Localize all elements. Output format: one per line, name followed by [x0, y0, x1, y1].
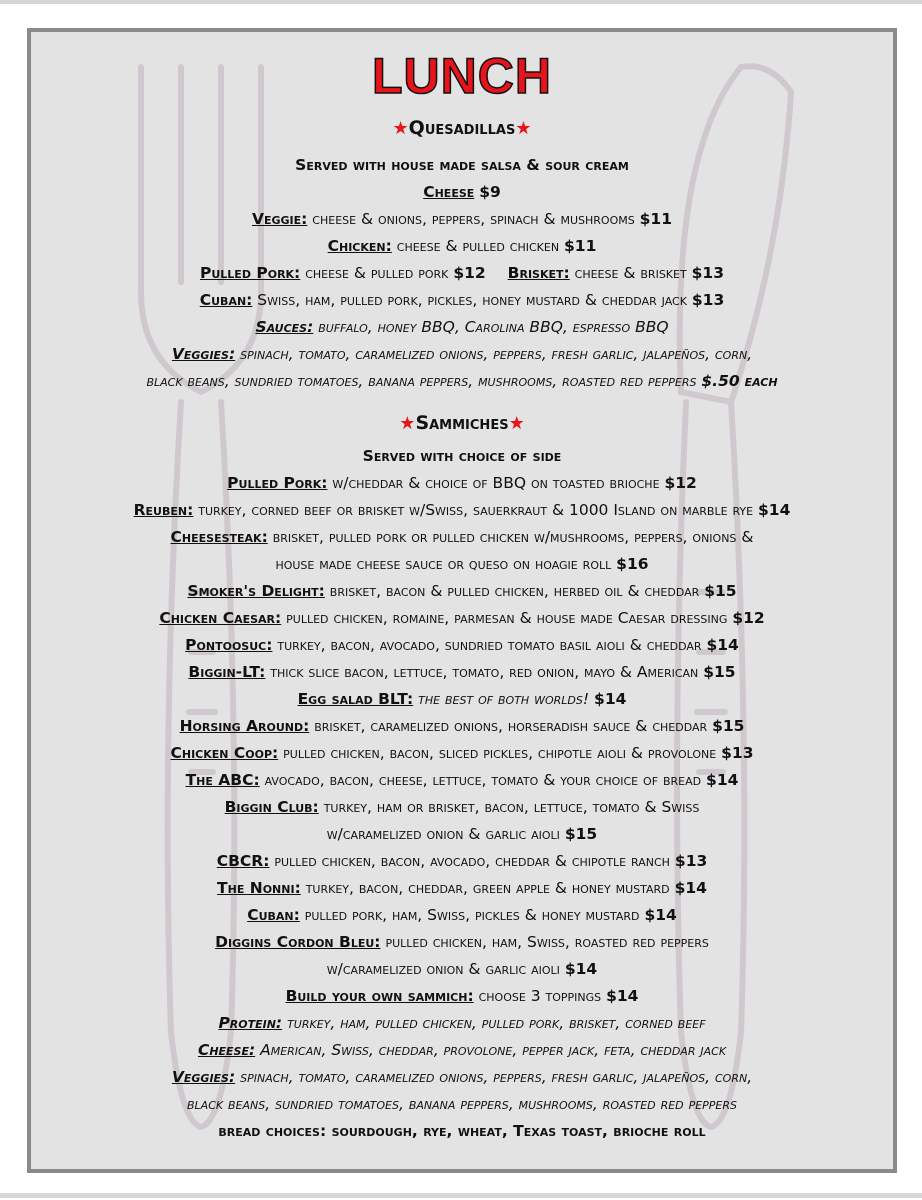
item-price: $13 — [691, 264, 724, 282]
item-desc: turkey, ham, pulled chicken, pulled pork, brisket, corned beef — [287, 1014, 706, 1032]
item-price: $12 — [732, 609, 765, 627]
item-price: $12 — [453, 264, 486, 282]
menu-panel — [27, 28, 897, 1173]
item-name: Veggies: — [171, 345, 236, 363]
price-unit: each — [744, 372, 778, 390]
item-desc: choose 3 toppings — [478, 987, 602, 1005]
item-desc: pulled chicken, romaine, parmesan & house made Caesar dressing — [286, 609, 728, 627]
item-name: Cheese: — [197, 1041, 256, 1059]
sauces-list — [31, 317, 893, 337]
item-price: $14 — [674, 879, 707, 897]
item-desc: black beans, sundried tomatoes, banana peppers, mushrooms, roasted red peppers — [187, 1095, 737, 1113]
item-price: $14 — [706, 771, 739, 789]
item-name: Chicken Coop: — [170, 744, 279, 762]
protein-list — [31, 1013, 893, 1033]
item-name: Protein: — [218, 1014, 283, 1032]
item-desc: cheese & pulled pork — [305, 264, 449, 282]
item-price: $14 — [594, 690, 627, 708]
item-desc: w/caramelized onion & garlic aioli — [326, 960, 560, 978]
item-price: $.50 — [701, 372, 740, 390]
item-name: Chicken: — [327, 237, 392, 255]
menu-item-pontoosuc — [31, 635, 893, 655]
item-price: $11 — [564, 237, 597, 255]
served-note: Served with choice of side — [362, 447, 562, 465]
item-name: Biggin-LT: — [188, 663, 266, 681]
star-icon: ★ — [515, 118, 532, 139]
item-name: The Nonni: — [217, 879, 301, 897]
item-price: $14 — [758, 501, 791, 519]
item-desc: buffalo, honey BBQ, Carolina BBQ, espresso BBQ — [318, 318, 669, 336]
section-heading-quesadillas — [31, 118, 893, 139]
item-name: Cheesesteak: — [170, 528, 268, 546]
item-name: Reuben: — [133, 501, 194, 519]
menu-title: LUNCH — [372, 48, 552, 104]
item-price: $13 — [674, 852, 708, 870]
menu-item-biggin-lt — [31, 662, 893, 682]
menu-item-pulled-pork — [31, 473, 893, 493]
section-heading-sammiches — [31, 413, 893, 434]
item-price: $12 — [664, 474, 697, 492]
item-name: Pulled Pork: — [200, 264, 301, 282]
item-desc: Swiss, ham, pulled pork, pickles, honey mustard & cheddar jack — [257, 291, 687, 309]
item-price: $16 — [616, 555, 649, 573]
item-name: Veggie: — [251, 210, 308, 228]
item-desc: turkey, ham or brisket, bacon, lettuce, tomato & Swiss — [323, 798, 700, 816]
menu-item-cheese-quesadilla — [31, 182, 893, 202]
menu-item-smokers-delight — [31, 581, 893, 601]
menu-item-horsing-around — [31, 716, 893, 736]
menu-item-chicken-coop — [31, 743, 893, 763]
item-name: Brisket: — [507, 264, 570, 282]
item-name: Cheese — [423, 183, 475, 201]
item-price: $13 — [691, 291, 725, 309]
item-desc: pulled chicken, bacon, sliced pickles, chipotle aioli & provolone — [283, 744, 717, 762]
veggies-list — [31, 344, 893, 364]
menu-item-chicken-quesadilla — [31, 236, 893, 256]
menu-item-cheesesteak — [31, 527, 893, 547]
sammich-veggies-list-cont — [31, 1094, 893, 1114]
item-name: The ABC: — [185, 771, 260, 789]
item-desc: house made cheese sauce or queso on hoagie roll — [275, 555, 612, 573]
item-desc: black beans, sundried tomatoes, banana peppers, mushrooms, roasted red peppers — [146, 372, 697, 390]
menu-item-veggie-quesadilla — [31, 209, 893, 229]
item-name: Pulled Pork: — [227, 474, 328, 492]
menu-item-the-nonni — [31, 878, 893, 898]
menu-item-cheesesteak-cont — [31, 554, 893, 574]
menu-item-cbcr — [31, 851, 893, 871]
star-icon: ★ — [399, 413, 416, 434]
veggies-list-cont — [31, 371, 893, 391]
item-desc: avocado, bacon, cheese, lettuce, tomato & your choice of bread — [264, 771, 702, 789]
item-desc: cheese & pulled chicken — [396, 237, 560, 255]
item-desc: the best of both worlds! — [418, 690, 590, 708]
item-desc: thick slice bacon, lettuce, tomato, red onion, mayo & American — [270, 663, 699, 681]
item-name: Egg salad BLT: — [297, 690, 414, 708]
star-icon: ★ — [392, 118, 409, 139]
item-desc: pulled pork, ham, Swiss, pickles & honey mustard — [304, 906, 640, 924]
item-desc: turkey, bacon, avocado, sundried tomato basil aioli & cheddar — [277, 636, 702, 654]
item-desc: brisket, pulled pork or pulled chicken w/mushrooms, peppers, onions & — [272, 528, 754, 546]
cheese-list — [31, 1040, 893, 1060]
menu-item-pork-brisket-quesadilla — [31, 263, 893, 283]
item-price: $11 — [639, 210, 672, 228]
item-name: Veggies: — [171, 1068, 236, 1086]
item-desc: pulled chicken, ham, Swiss, roasted red peppers — [385, 933, 709, 951]
item-desc: spinach, tomato, caramelized onions, peppers, fresh garlic, jalapeños, corn, — [240, 345, 753, 363]
item-price: $15 — [712, 717, 745, 735]
menu-item-chicken-caesar — [31, 608, 893, 628]
top-rule — [0, 0, 922, 4]
item-desc: brisket, bacon & pulled chicken, herbed oil & cheddar — [329, 582, 700, 600]
star-icon: ★ — [508, 413, 525, 434]
menu-item-the-abc — [31, 770, 893, 790]
item-price: $15 — [704, 582, 737, 600]
menu-item-cuban-quesadilla — [31, 290, 893, 310]
item-desc: American, Swiss, cheddar, provolone, pepper jack, feta, cheddar jack — [260, 1041, 727, 1059]
item-desc: pulled chicken, bacon, avocado, cheddar & chipotle ranch — [274, 852, 670, 870]
bread-choices: bread choices: sourdough, rye, wheat, Texas toast, brioche roll — [218, 1122, 706, 1140]
item-name: Smoker's Delight: — [187, 582, 325, 600]
item-name: Sauces: — [255, 318, 314, 336]
item-name: Diggins Cordon Bleu: — [215, 933, 381, 951]
served-note: Served with house made salsa & sour cream — [295, 156, 629, 174]
item-price: $15 — [564, 825, 598, 843]
item-price: $13 — [721, 744, 754, 762]
item-price: $15 — [703, 663, 736, 681]
item-name: CBCR: — [216, 852, 270, 870]
item-desc: w/caramelized onion & garlic aioli — [326, 825, 560, 843]
section-title: Sammiches — [415, 412, 509, 434]
menu-item-biggin-club — [31, 797, 893, 817]
item-desc: brisket, caramelized onions, horseradish sauce & cheddar — [314, 717, 708, 735]
menu-item-build-your-own — [31, 986, 893, 1006]
menu-item-egg-salad-blt — [31, 689, 893, 709]
item-name: Biggin Club: — [224, 798, 319, 816]
item-name: Cuban: — [199, 291, 253, 309]
item-price: $9 — [479, 183, 501, 201]
bottom-rule — [0, 1193, 922, 1198]
item-name: Pontoosuc: — [185, 636, 273, 654]
item-price: $14 — [706, 636, 739, 654]
section-title: Quesadillas — [408, 117, 516, 139]
item-name: Chicken Caesar: — [159, 609, 282, 627]
item-desc: turkey, corned beef or brisket w/Swiss, sauerkraut & 1000 Island on marble rye — [198, 501, 754, 519]
item-price: $14 — [644, 906, 677, 924]
item-desc: cheese & brisket — [574, 264, 687, 282]
menu-item-reuben — [31, 500, 893, 520]
menu-item-biggin-club-cont — [31, 824, 893, 844]
sammich-veggies-list — [31, 1067, 893, 1087]
item-price: $14 — [564, 960, 598, 978]
item-name: Horsing Around: — [179, 717, 310, 735]
item-price: $14 — [606, 987, 639, 1005]
item-desc: cheese & onions, peppers, spinach & mushrooms — [312, 210, 635, 228]
item-name: Cuban: — [247, 906, 300, 924]
item-desc: w/cheddar & choice of BBQ on toasted brioche — [332, 474, 660, 492]
menu-item-cordon-bleu-cont — [31, 959, 893, 979]
item-desc: turkey, bacon, cheddar, green apple & honey mustard — [305, 879, 670, 897]
menu-item-cuban — [31, 905, 893, 925]
menu-item-cordon-bleu — [31, 932, 893, 952]
item-name: Build your own sammich: — [285, 987, 474, 1005]
item-desc: spinach, tomato, caramelized onions, peppers, fresh garlic, jalapeños, corn, — [240, 1068, 753, 1086]
